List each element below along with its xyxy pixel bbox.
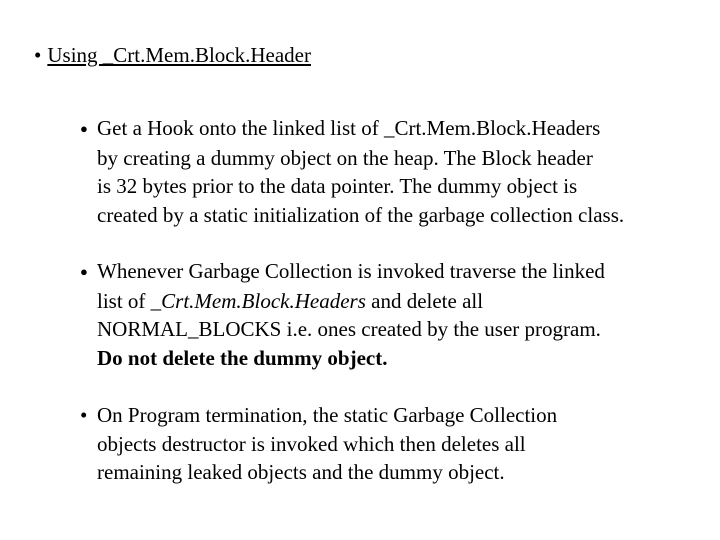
- bullet-item-traverse: [80, 257, 710, 372]
- circle-bullet-icon: ●: [80, 264, 88, 279]
- item-line: NORMAL_BLOCKS i.e. ones created by the user program.: [97, 317, 601, 341]
- item-line: objects destructor is invoked which then deletes all: [97, 431, 526, 456]
- bullet-item-termination: [80, 401, 710, 487]
- item-line: list of _Crt.Mem.Block.Headers and delete all: [97, 288, 484, 313]
- heading-bullet: •: [34, 43, 42, 67]
- item-line: ● Whenever Garbage Collection is invoked traverse the linked: [80, 257, 710, 287]
- bold-warning: Do not delete the dummy object.: [97, 345, 388, 370]
- slide-heading: [34, 42, 311, 68]
- item-line: is 32 bytes prior to the data pointer. The dummy object is: [97, 174, 578, 198]
- item-line: ● Get a Hook onto the linked list of _Crt.Mem.Block.Headers: [80, 114, 710, 144]
- item-line: • On Program termination, the static Garbage Collection: [80, 401, 710, 430]
- dot-bullet-icon: •: [80, 403, 88, 427]
- item-line: created by a static initialization of the garbage collection class.: [97, 202, 625, 227]
- bullet-item-hook: [80, 114, 710, 229]
- item-line: by creating a dummy object on the heap. The Block header: [97, 145, 593, 170]
- italic-term: _Crt.Mem.Block.Headers: [150, 288, 366, 313]
- item-line: remaining leaked objects and the dummy object.: [97, 460, 505, 484]
- circle-bullet-icon: ●: [80, 121, 88, 136]
- heading-title: Using _Crt.Mem.Block.Header: [47, 43, 311, 67]
